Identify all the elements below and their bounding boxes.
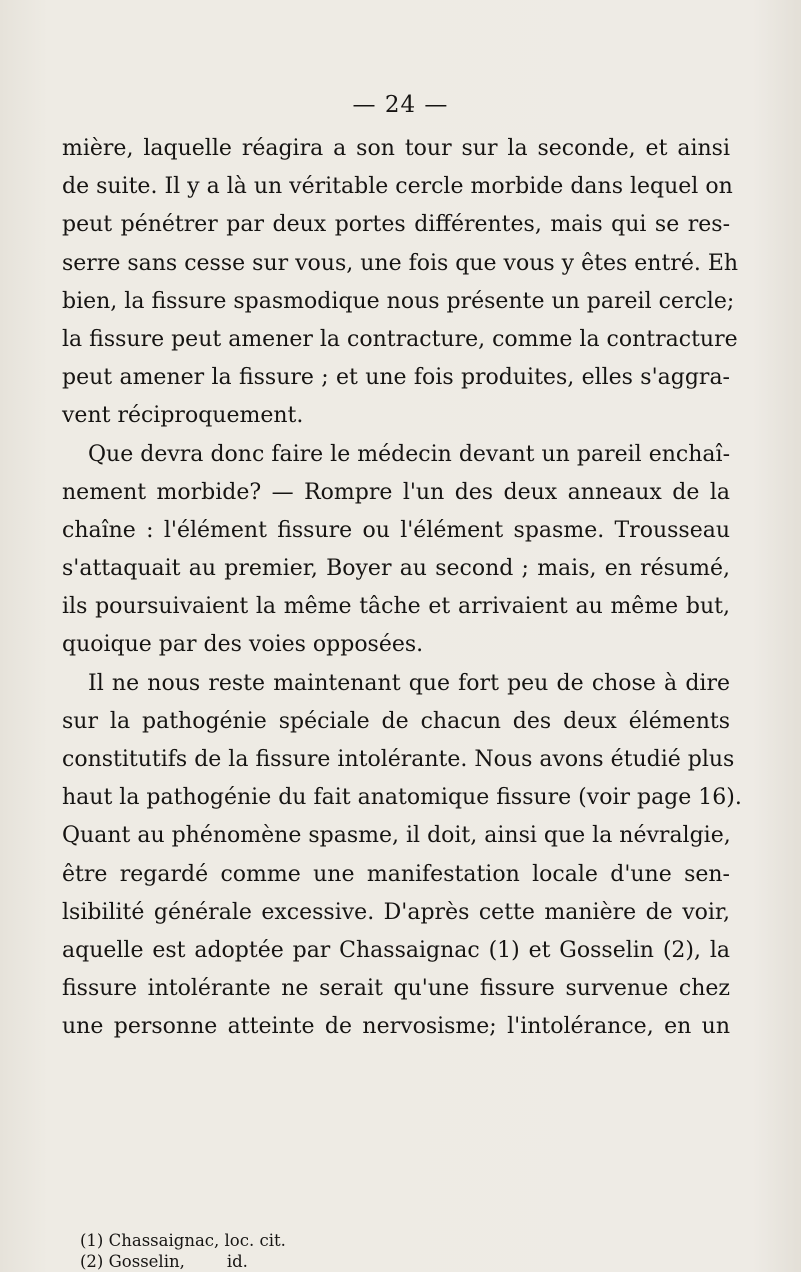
text-line: chaîne : l'élément fissure ou l'élément spasme. Trousseau (62, 517, 730, 543)
text-line: de suite. Il y a là un véritable cercle morbide dans lequel on (62, 174, 733, 200)
text-line: quoique par des voies opposées. (62, 632, 424, 658)
text-line: nement morbide? — Rompre l'un des deux anneaux de la (62, 479, 730, 505)
text-line: peut pénétrer par deux portes différentes, mais qui se res- (62, 212, 730, 238)
footnotes (80, 1230, 286, 1272)
text-line: Quant au phénomène spasme, il doit, ainsi que la névralgie, (62, 823, 731, 849)
text-line: mière, laquelle réagira a son tour sur la seconde, et ainsi (62, 136, 730, 161)
footnote: (1) Chassaignac, loc. cit. (80, 1231, 286, 1250)
text-line: Il ne nous reste maintenant que fort peu de chose à dire (88, 670, 730, 696)
text-line: une personne atteinte de nervosisme; l'intolérance, en un (62, 1014, 730, 1040)
text-line: la fissure peut amener la contracture, comme la contracture (62, 326, 738, 352)
text-line: ils poursuivaient la même tâche et arrivaient au même but, (62, 594, 730, 620)
text-line: bien, la fissure spasmodique nous présente un pareil cercle; (62, 288, 735, 314)
text-line: sur la pathogénie spéciale de chacun des deux éléments (62, 708, 730, 734)
text-line: haut la pathogénie du fait anatomique fissure (voir page 16). (62, 785, 742, 811)
body-text (62, 130, 742, 1047)
text-line: fissure intolérante ne serait qu'une fissure survenue chez (62, 976, 730, 1002)
text-line: constitutifs de la fissure intolérante. Nous avons étudié plus (62, 747, 735, 772)
text-line: peut amener la fissure ; et une fois produites, elles s'aggra- (62, 365, 730, 391)
text-line: vent réciproquement. (62, 403, 304, 429)
text-line: aquelle est adoptée par Chassaignac (1) et Gosselin (2), la (62, 937, 730, 963)
page-number: — 24 — (352, 92, 449, 118)
text-line: s'attaquait au premier, Boyer au second ; mais, en résumé, (62, 556, 730, 582)
text-line: Que devra donc faire le médecin devant un pareil enchaî- (88, 441, 730, 467)
text-line: serre sans cesse sur vous, une fois que vous y êtes entré. Eh (62, 250, 739, 276)
footnote: (2) Gosselin, id. (80, 1252, 248, 1271)
text-line: être regardé comme une manifestation locale d'une sen- (62, 861, 730, 887)
text-line: lsibilité générale excessive. D'après cette manière de voir, (62, 899, 730, 925)
